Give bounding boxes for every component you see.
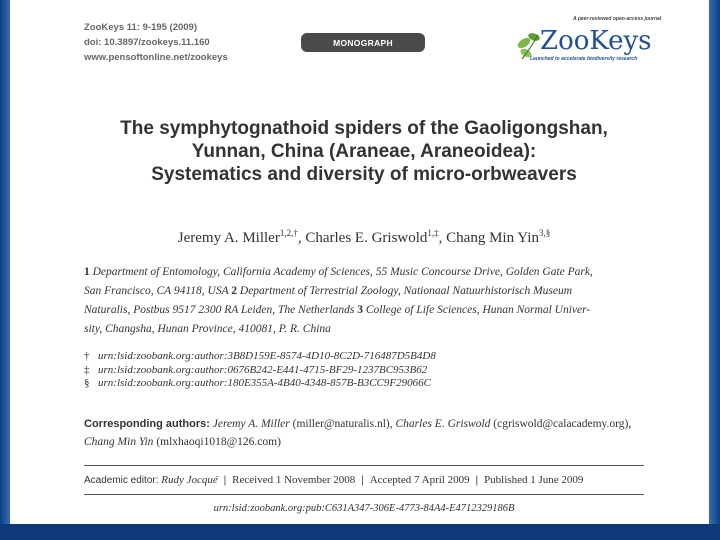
corresponding-author: Jeremy A. Miller — [212, 418, 290, 430]
author-list: Jeremy A. Miller$^{1,2,\dagger}$, Charles E. Griswold$^{1,\ddagger}$, Chang Min Yin$^{3,\S}$ — [177, 228, 551, 246]
paper-title — [60, 117, 668, 186]
logo-wordmark: ZooKeys — [540, 26, 652, 56]
affiliation-line: San Francisco, CA 94118, USA 2 Department of Terrestrial Zoology, Nationaal Natuurhistorisch Museum — [84, 285, 573, 297]
author-affil-marker: 1,‡ — [427, 228, 439, 238]
title-line-2: Yunnan, China (Araneae, Araneoidea): — [191, 141, 537, 162]
affiliation-line: 1 Department of Entomology, California Academy of Sciences, 55 Music Concourse Drive, Golden Gate Park, — [84, 266, 593, 278]
logo-tagline: A peer-reviewed open-access journal — [573, 16, 662, 22]
corresponding-email[interactable]: (cgriswold@calacademy.org), — [490, 418, 632, 430]
author-lsid: § urn:lsid:zoobank.org:author:180E355A-4B40-4348-857B-B3CC9F29066C — [84, 377, 431, 389]
journal-url: www.pensoftonline.net/zookeys — [84, 52, 228, 63]
author-name: Chang Min Yin — [446, 230, 539, 246]
journal-citation: ZooKeys 11: 9-195 (2009) — [84, 22, 198, 33]
title-line-3: Systematics and diversity of micro-orbweavers — [151, 164, 577, 185]
author-lsid-list — [84, 350, 644, 391]
accepted-date: Accepted 7 April 2009 — [369, 474, 470, 486]
editorial-dates: Academic editor: Rudy Jocqué | Received 1 November 2008 | Accepted 7 April 2009 | Published 1 June 2009 — [84, 474, 584, 486]
published-date: Published 1 June 2009 — [484, 474, 584, 486]
author-name: Jeremy A. Miller — [177, 230, 280, 246]
slide-right-border — [709, 0, 720, 524]
affiliation-line: Naturalis, Postbus 9517 2300 RA Leiden, The Netherlands 3 College of Life Sciences, Hunan Normal Univer- — [84, 304, 591, 316]
divider-bottom — [84, 494, 644, 495]
publication-lsid[interactable]: urn:lsid:zoobank.org:pub:C631A347-306E-4773-84A4-E4712329186B — [213, 503, 515, 514]
author-lsid: † urn:lsid:zoobank.org:author:3B8D159E-8574-4D10-8C2D-716487D5B4D8 — [84, 350, 436, 362]
corresponding-email[interactable]: (miller@naturalis.nl), — [289, 418, 396, 430]
author-lsid: ‡ urn:lsid:zoobank.org:author:0676B242-E441-4715-BF29-1237BC953B62 — [84, 363, 428, 376]
slide-bottom-bar — [0, 524, 720, 540]
slide-left-border — [0, 0, 10, 524]
divider-top — [84, 465, 644, 466]
editor-label: Academic editor: — [84, 475, 159, 486]
monograph-badge: MONOGRAPH — [301, 33, 425, 52]
logo-subtitle: Launched to accelerate biodiversity research — [530, 56, 638, 62]
author-affil-marker: 1,2,† — [279, 228, 298, 238]
corresponding-label: Corresponding authors: — [84, 418, 210, 430]
received-date: Received 1 November 2008 — [232, 474, 356, 486]
affiliation-line: sity, Changsha, Hunan Province, 410081, P. R. China — [84, 323, 331, 335]
journal-meta — [84, 20, 228, 65]
affiliations — [84, 263, 644, 339]
corresponding-author: Charles E. Griswold — [395, 418, 491, 430]
journal-doi: doi: 10.3897/zookeys.11.160 — [84, 37, 210, 48]
corresponding-authors — [84, 415, 644, 451]
author-affil-marker: 3,§ — [538, 228, 551, 238]
corresponding-author: Chang Min Yin — [84, 436, 154, 448]
editor-name: Rudy Jocqué — [161, 474, 218, 486]
corresponding-email[interactable]: (mlxhaoqi1018@126.com) — [153, 436, 281, 448]
title-line-1: The symphytognathoid spiders of the Gaoligongshan, — [120, 118, 608, 139]
author-name: Charles E. Griswold — [305, 230, 428, 246]
